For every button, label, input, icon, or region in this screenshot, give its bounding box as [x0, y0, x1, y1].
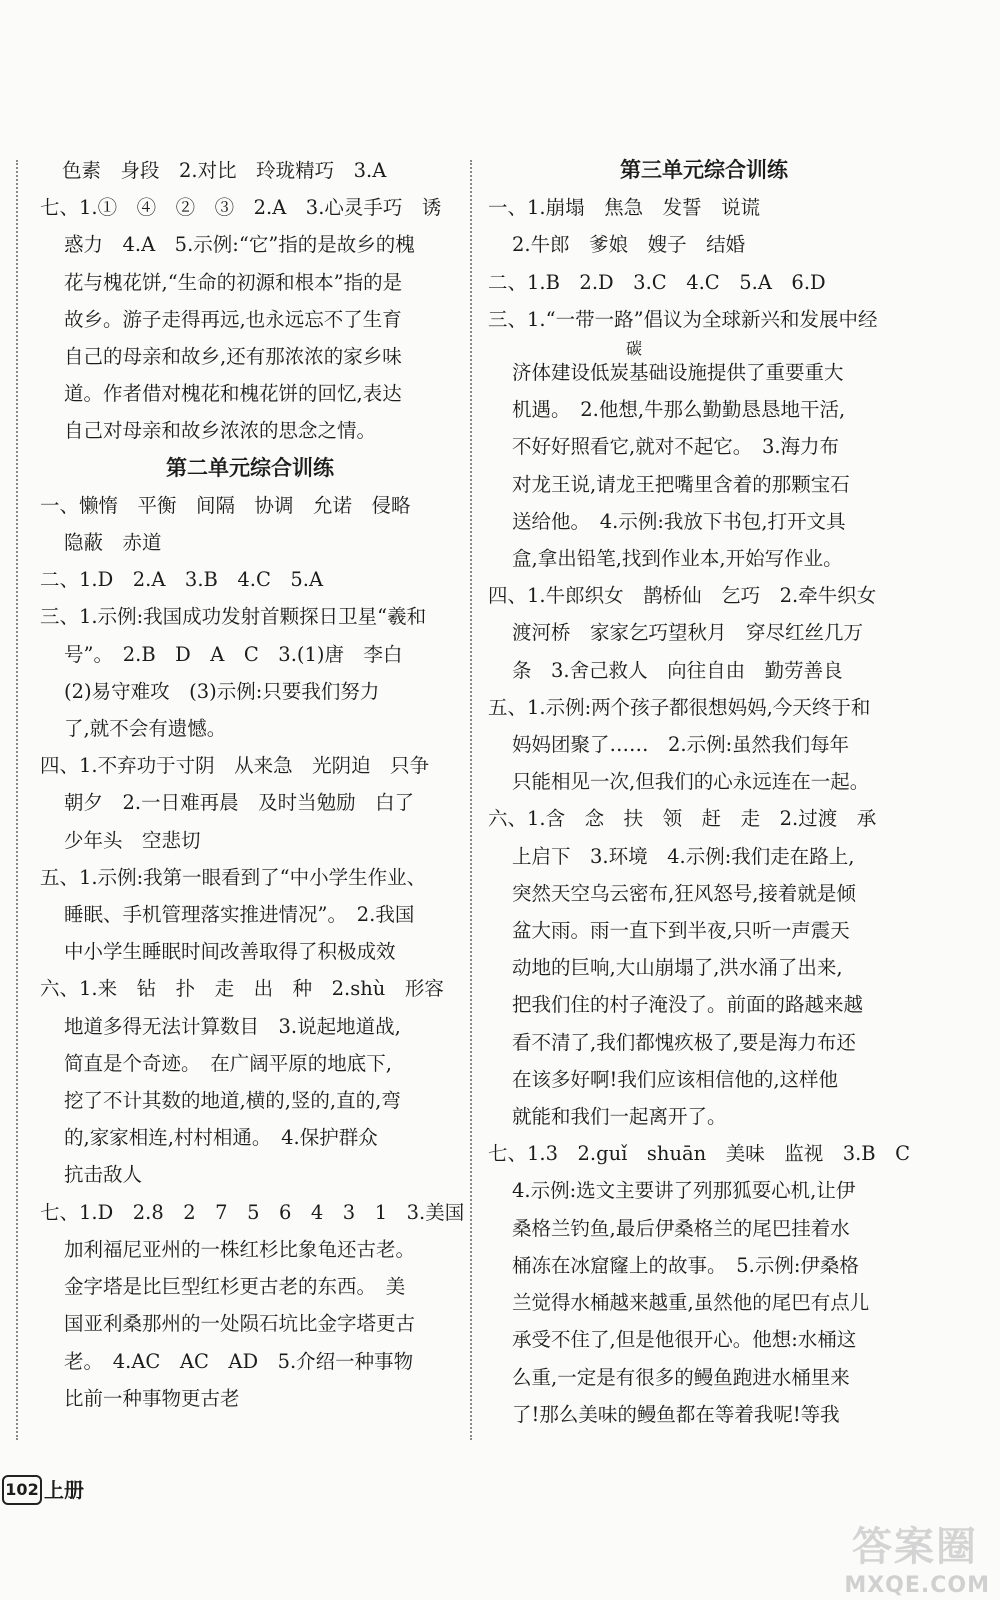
answer-line: 花与槐花饼,“生命的初源和根本”指的是	[64, 270, 403, 294]
answer-line: 妈妈团聚了…… 2.示例:虽然我们每年	[512, 733, 850, 757]
answer-line: 2.牛郎 爹娘 嫂子 结婚	[512, 233, 746, 257]
answer-line: 道。作者借对槐花和槐花饼的回忆,表达	[64, 382, 402, 406]
answer-line: 中小学生睡眠时间改善取得了积极成效	[64, 940, 396, 964]
answer-line: 地道多得无法计算数目 3.说起地道战,	[64, 1014, 401, 1038]
answer-line: 四、1.不弃功于寸阴 从来急 光阴迫 只争	[40, 754, 430, 778]
answer-line: 比前一种事物更古老	[64, 1386, 240, 1410]
volume-label: 上册	[44, 1478, 84, 1502]
answer-line: 只能相见一次,但我们的心永远连在一起。	[512, 770, 870, 794]
answer-line: 看不清了,我们都愧疚极了,要是海力布还	[512, 1030, 856, 1054]
answer-line: 故乡。游子走得再远,也永远忘不了生育	[64, 307, 402, 331]
answer-line: 四、1.牛郎织女 鹊桥仙 乞巧 2.牵牛织女	[488, 584, 877, 608]
left-dotted-rule	[16, 160, 18, 1440]
answer-line: 桶冻在冰窟窿上的故事。 5.示例:伊桑格	[512, 1253, 859, 1277]
answer-line: 挖了不计其数的地道,横的,竖的,直的,弯	[64, 1089, 401, 1113]
answer-line: 上启下 3.环境 4.示例:我们走在路上,	[512, 844, 855, 868]
answer-line: 七、1.3 2.guǐ shuān 美味 监视 3.B C	[488, 1142, 911, 1166]
answer-line: 不好好照看它,就对不起它。 3.海力布	[512, 435, 840, 459]
center-dotted-rule	[470, 160, 472, 1440]
answer-line: 六、1.含 念 扶 领 赶 走 2.过渡 承	[488, 807, 877, 831]
answer-line: 的,家家相连,村村相通。 4.保护群众	[64, 1126, 378, 1150]
answer-line: 号”。 2.B D A C 3.(1)唐 李白	[64, 642, 403, 666]
answer-line: 二、1.D 2.A 3.B 4.C 5.A	[40, 568, 324, 592]
answer-line: 睡眠、手机管理落实推进情况”。 2.我国	[64, 903, 415, 927]
left-column	[40, 152, 465, 1417]
answer-line: 自己对母亲和故乡浓浓的思念之情。	[64, 419, 377, 443]
answer-line: 济体建设低炭基础设施提供了重要重大	[512, 361, 844, 385]
answer-line: 送给他。 4.示例:我放下书包,打开文具	[512, 509, 846, 533]
watermark-logo: 答案圈	[852, 1524, 978, 1570]
section-heading: 第三单元综合训练	[620, 158, 788, 182]
answer-line: 加利福尼亚州的一株红杉比象龟还古老。	[64, 1237, 416, 1261]
answer-line: 条 3.舍己救人 向往自由 勤劳善良	[512, 658, 843, 682]
answer-line: 了,就不会有遗憾。	[64, 717, 227, 741]
answer-line: 就能和我们一起离开了。	[512, 1105, 727, 1129]
right-column	[488, 152, 920, 1433]
answer-line: 4.示例:选文主要讲了列那狐耍心机,让伊	[512, 1179, 856, 1203]
answer-line: 一、懒惰 平衡 间隔 协调 允诺 侵略	[40, 493, 411, 517]
answer-line: 二、1.B 2.D 3.C 4.C 5.A 6.D	[488, 270, 826, 294]
answer-line: 一、1.崩塌 焦急 发誓 说谎	[488, 196, 761, 220]
answer-line: 自己的母亲和故乡,还有那浓浓的家乡味	[64, 345, 402, 369]
answer-line: 简直是个奇迹。 在广阔平原的地底下,	[64, 1051, 392, 1075]
answer-line: 惑力 4.A 5.示例:“它”指的是故乡的槐	[64, 233, 415, 257]
answer-line: 老。 4.AC AC AD 5.介绍一种事物	[64, 1349, 414, 1373]
answer-line: 渡河桥 家家乞巧望秋月 穿尽红丝几万	[512, 621, 864, 645]
answer-line: (2)易守难攻 (3)示例:只要我们努力	[64, 679, 380, 703]
answer-line: 盒,拿出铅笔,找到作业本,开始写作业。	[512, 547, 843, 571]
answer-line: 抗击敌人	[64, 1163, 143, 1187]
answer-line: 三、1.“一带一路”倡议为全球新兴和发展中经	[488, 307, 878, 331]
answer-line: 在该多好啊!我们应该相信他的,这样他	[512, 1067, 839, 1091]
answer-line: 三、1.示例:我国成功发射首颗探日卫星“羲和	[40, 605, 427, 629]
handwritten-correction: 碳	[626, 339, 643, 359]
answer-line: 七、1.D 2.8 2 7 5 6 4 3 1 3.美国	[40, 1200, 465, 1224]
answer-line: 五、1.示例:两个孩子都很想妈妈,今天终于和	[488, 695, 871, 719]
answer-line: 么重,一定是有很多的鳗鱼跑进水桶里来	[512, 1365, 850, 1389]
answer-line: 五、1.示例:我第一眼看到了“中小学生作业、	[40, 865, 427, 889]
answer-line: 了!那么美味的鳗鱼都在等着我呢!等我	[512, 1402, 840, 1426]
answer-line: 国亚利桑那州的一处陨石坑比金字塔更古	[64, 1312, 416, 1336]
answer-line: 动地的巨响,大山崩塌了,洪水涌了出来,	[512, 956, 843, 980]
answer-line: 把我们住的村子淹没了。前面的路越来越	[512, 993, 864, 1017]
answer-line: 六、1.来 钻 扑 走 出 种 2.shù 形容	[40, 977, 444, 1001]
watermark-url: MXQE.COM	[844, 1573, 990, 1598]
answer-line: 盆大雨。雨一直下到半夜,只听一声震天	[512, 919, 850, 943]
answer-line: 隐蔽 赤道	[64, 531, 162, 555]
answer-line: 色素 身段 2.对比 玲珑精巧 3.A	[62, 159, 387, 182]
answer-line: 桑格兰钓鱼,最后伊桑格兰的尾巴挂着水	[512, 1216, 850, 1240]
answer-line: 对龙王说,请龙王把嘴里含着的那颗宝石	[512, 472, 850, 496]
answer-line: 朝夕 2.一日难再晨 及时当勉励 白了	[64, 791, 415, 815]
page-number: 102	[2, 1475, 42, 1505]
answer-line: 七、1.① ④ ② ③ 2.A 3.心灵手巧 诱	[40, 196, 442, 220]
answer-line: 承受不住了,但是他很开心。他想:水桶这	[512, 1328, 857, 1352]
answer-line: 机遇。 2.他想,牛那么勤勤恳恳地干活,	[512, 398, 846, 422]
section-heading: 第二单元综合训练	[166, 455, 334, 480]
answer-line: 金字塔是比巨型红杉更古老的东西。 美	[64, 1275, 406, 1299]
answer-line: 兰觉得水桶越来越重,虽然他的尾巴有点儿	[512, 1291, 870, 1315]
answer-line: 少年头 空悲切	[64, 828, 201, 852]
answer-line: 突然天空乌云密布,狂风怒号,接着就是倾	[512, 881, 856, 905]
